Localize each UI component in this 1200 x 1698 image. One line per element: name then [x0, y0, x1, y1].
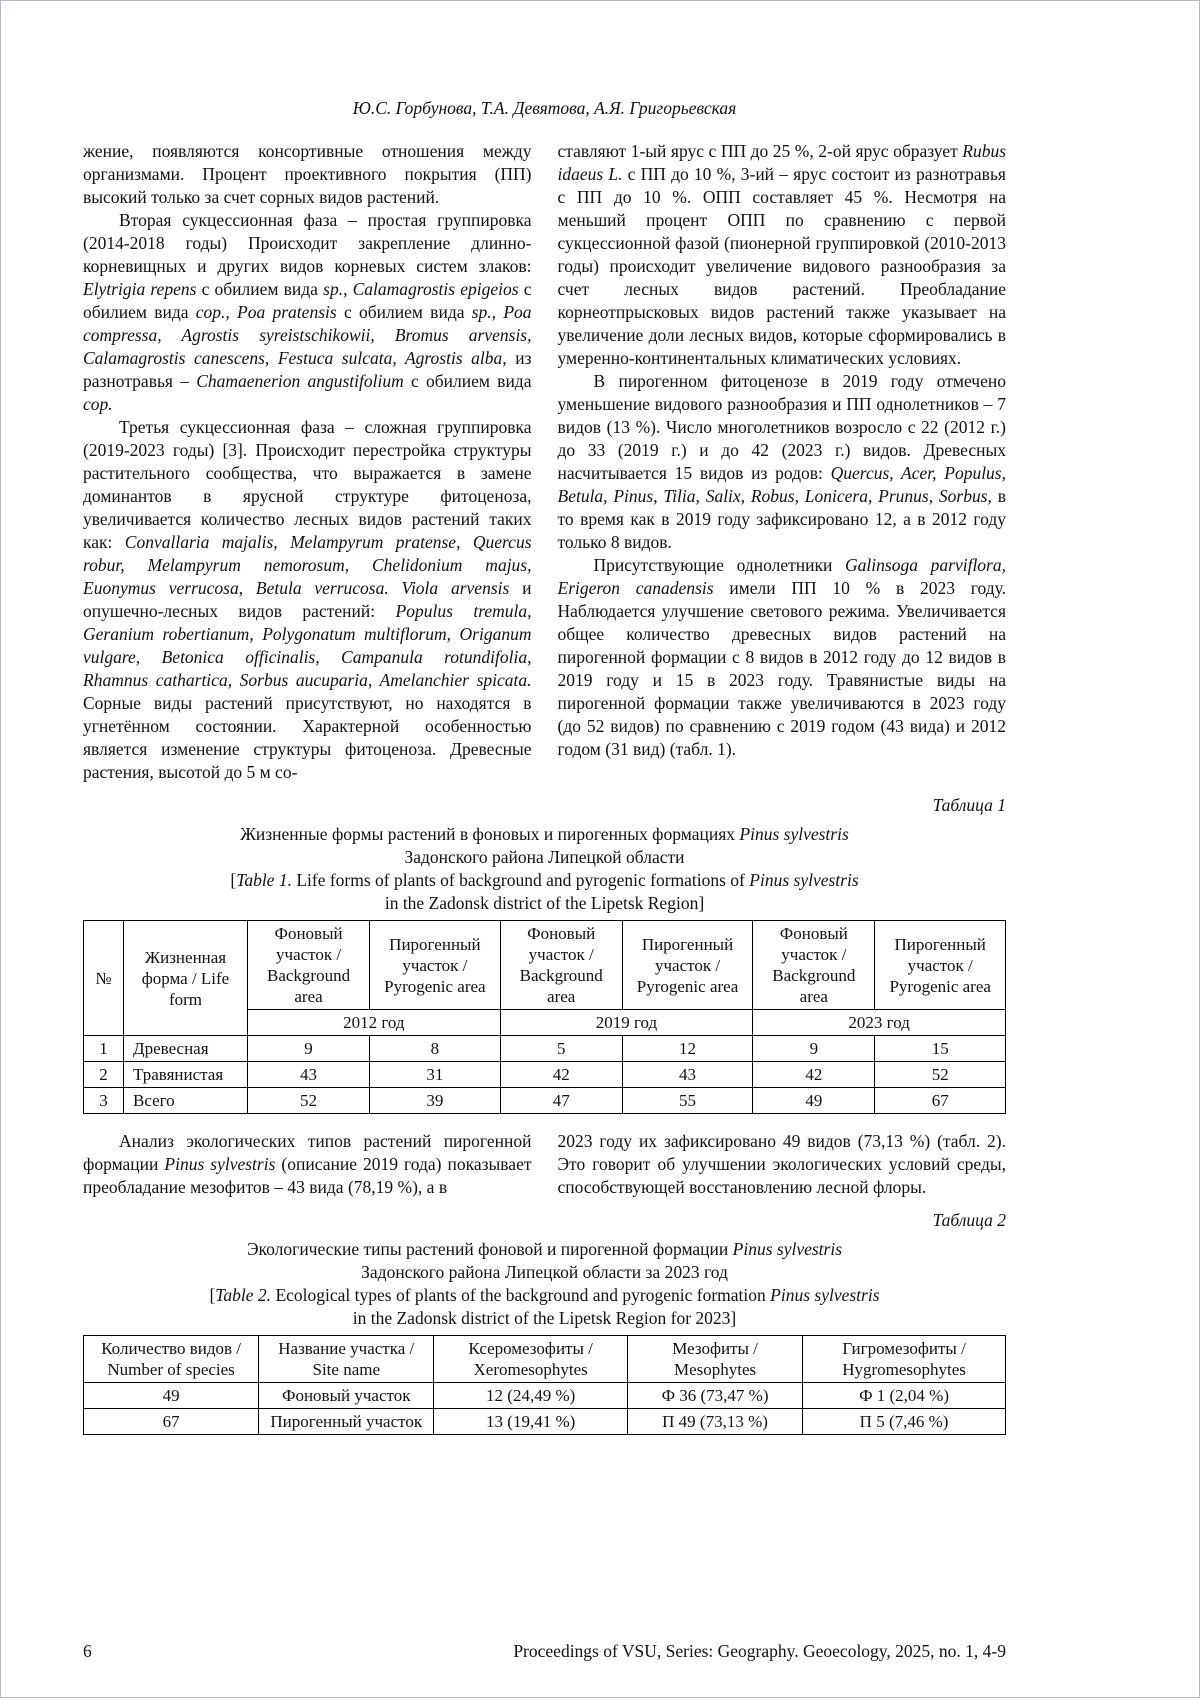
table1-caption [83, 823, 1006, 915]
text-run: Вторая сукцессионная фаза – простая группировка (2014-2018 годы) Происходит закрепление длинно-корневищных и других видов корневых систем злаков: [83, 210, 532, 276]
table2 [83, 1335, 1006, 1435]
table1-cell: 52 [248, 1088, 370, 1114]
table1-row-3 [84, 1088, 1006, 1114]
table1-header-area-6: Пирогенный участок / Pyrogenic area [875, 921, 1006, 1010]
table1-cell: 2 [84, 1062, 124, 1088]
table1-caption-line-3 [83, 869, 1006, 892]
text-run: Третья сукцессионная фаза – сложная группировка (2019-2023 годы) [3]. Происходит перестройка структуры растительного сообщества, что выражается в замене доминантов в ярусной структуре фитоценоза, увеличивается количество лесных видов растений таких как: [83, 417, 532, 552]
table2-cell: Фоновый участок [259, 1383, 434, 1409]
table1-header-area-1: Фоновый участок / Background area [248, 921, 370, 1010]
table1-header-area-4: Пирогенный участок / Pyrogenic area [622, 921, 753, 1010]
text-run: из разнотравья – [83, 348, 532, 391]
table2-cell: Ф 36 (73,47 %) [627, 1383, 802, 1409]
table2-row-2 [84, 1409, 1006, 1435]
text-run: в то время как в 2019 году зафиксировано 12, а в 2012 году только 8 видов. [557, 486, 1006, 552]
table1-cell: Древесная [124, 1036, 248, 1062]
italic-text-run: Rubus idaeus L. [557, 141, 1006, 184]
table1-cell: 31 [370, 1062, 501, 1088]
table1-header-row-areas [84, 921, 1006, 1010]
authors-line: Ю.С. Горбунова, Т.А. Девятова, А.Я. Григорьевская [352, 98, 737, 118]
table2-caption [83, 1238, 1006, 1330]
after-table1-left-column [83, 1130, 532, 1199]
table2-header-xeromesophytes: Ксеромезофиты / Xeromesophytes [434, 1336, 628, 1383]
table2-header-hygromesophytes: Гигромезофиты / Hygromesophytes [803, 1336, 1006, 1383]
table1-header-area-3: Фоновый участок / Background area [500, 921, 622, 1010]
table1-caption-line-1 [83, 823, 1006, 846]
table1-cell: Всего [124, 1088, 248, 1114]
italic-text-run: Pinus sylvestris [164, 1154, 276, 1174]
table2-header-row [84, 1336, 1006, 1383]
table1-cell: 12 [622, 1036, 753, 1062]
table2-header-mesophytes: Мезофиты / Mesophytes [627, 1336, 802, 1383]
text-run: В пирогенном фитоценозе в 2019 году отмечено уменьшение видового разнообразия и ПП однолетников – 7 видов (13 %). Число многолетников возросло с 22 (2012 г.) до 33 (2019 г.) и до 42 (2023 г.) видов. Древесных насчитывается 15 видов из родов: [557, 371, 1006, 483]
paragraph [558, 370, 1007, 554]
italic-text-run: Pinus sylvestris [739, 824, 849, 844]
table1-header-area-5: Фоновый участок / Background area [753, 921, 875, 1010]
table1-row-1 [84, 1036, 1006, 1062]
paragraph [83, 1130, 532, 1199]
table1-cell: 8 [370, 1036, 501, 1062]
text-run: Анализ экологических типов растений пирогенной формации [83, 1131, 532, 1174]
table1-row-2 [84, 1062, 1006, 1088]
table2-header-species-count: Количество видов / Number of species [84, 1336, 259, 1383]
italic-text-run: Chamaenerion angustifolium [196, 371, 404, 391]
text-run: ставляют 1-ый ярус с ПП до 25 %, 2-ой ярус образует [557, 141, 963, 161]
table1-caption-line-4 [83, 892, 1006, 915]
text-run: с обилием вида [403, 371, 532, 391]
table1-header-year-2019: 2019 год [500, 1010, 753, 1036]
table1-cell: 3 [84, 1088, 124, 1114]
italic-text-run: cop., Poa pratensis [195, 302, 337, 322]
table1-header-year-2023: 2023 год [753, 1010, 1006, 1036]
paragraph [83, 209, 532, 416]
text-run: Задонского района Липецкой области за 2023 год [361, 1262, 728, 1282]
table1-cell: 43 [248, 1062, 370, 1088]
table1-cell: 42 [500, 1062, 622, 1088]
paragraph [83, 416, 532, 784]
table2-cell: 13 (19,41 %) [434, 1409, 628, 1435]
table1-header-year-2012: 2012 год [248, 1010, 501, 1036]
table1-cell: 9 [753, 1036, 875, 1062]
table2-caption-line-3 [83, 1284, 1006, 1307]
table2-caption-line-2 [83, 1261, 1006, 1284]
table1-cell: 55 [622, 1088, 753, 1114]
table1-cell: 39 [370, 1088, 501, 1114]
table1-cell: 15 [875, 1036, 1006, 1062]
italic-text-run: Quercus, Acer, Populus, Betula, Pinus, Tilia, Salix, Robus, Lonicera, Prunus, Sorbus, [557, 463, 1006, 506]
italic-text-run: Convallaria majalis, Melampyrum pratense, Quercus robur, Melampyrum nemorosum, Chelidonium majus, Euonymus verrucosa, Betula verrucosa. Viola arvensis [83, 532, 532, 598]
text-run: жение, появляются консортивные отношения между организмами. Процент проективного покрытия (ПП) высокий только за счет сорных видов растений. [83, 141, 532, 207]
text-run: 2023 году их зафиксировано 49 видов (73,13 %) (табл. 2). Это говорит об улучшении экологических условий среды, способствующей восстановлению лесной флоры. [557, 1131, 1006, 1197]
after-table1-right-column [558, 1130, 1007, 1199]
table1-cell: 49 [753, 1088, 875, 1114]
table2-cell: Пирогенный участок [259, 1409, 434, 1435]
table1-cell: 47 [500, 1088, 622, 1114]
text-run: Экологические типы растений фоновой и пирогенной формации [246, 1239, 733, 1259]
text-run: in the Zadonsk district of the Lipetsk Region for 2023] [352, 1308, 737, 1328]
page-number: 6 [83, 1641, 92, 1661]
italic-text-run: Table 1. [236, 870, 292, 890]
after-table1-columns [83, 1130, 1006, 1199]
text-run: [ [230, 870, 237, 890]
italic-text-run: Galinsoga parviflora, Erigeron canadensis [557, 555, 1006, 598]
right-column [558, 140, 1007, 784]
table1-cell: 67 [875, 1088, 1006, 1114]
left-column [83, 140, 532, 784]
table1-header-num: № [84, 921, 124, 1036]
paragraph [558, 140, 1007, 370]
text-run: [ [209, 1285, 216, 1305]
italic-text-run: Pinus sylvestris [749, 870, 859, 890]
table1-cell: 52 [875, 1062, 1006, 1088]
italic-text-run: Elytrigia repens [83, 279, 197, 299]
table2-row-1 [84, 1383, 1006, 1409]
text-run: с ПП до 10 %, 3-ий – ярус состоит из разнотравья с ПП до 10 %. ОПП составляет 45 %. Несмотря на меньший процент ОПП по сравнению с первой сукцессионной фазой (пионерной группировкой (2010-2013 годы) происходит увеличение видового разнообразия за счет лесных видов растений. Преобладание корнеотпрысковых видов растений также указывает на увеличение доли лесных видов, которые сформировались в умеренно-континентальных климатических условиях. [557, 164, 1006, 368]
text-run: и опушечно-лесных видов растений: [83, 578, 532, 621]
journal-line: Proceedings of VSU, Series: Geography. Geoecology, 2025, no. 1, 4-9 [513, 1641, 1006, 1661]
table1-header-area-2: Пирогенный участок / Pyrogenic area [370, 921, 501, 1010]
text-run: Ecological types of plants of the background and pyrogenic formation [271, 1285, 771, 1305]
italic-text-run: Pinus sylvestris [732, 1239, 843, 1259]
text-run: Сорные виды растений присутствуют, но находятся в угнетённом состоянии. Характерной особенностью является изменение структуры фитоценоза. Древесные растения, высотой до 5 м со- [83, 693, 532, 782]
text-run: Жизненные формы растений в фоновых и пирогенных формациях [240, 824, 740, 844]
table2-caption-line-1 [83, 1238, 1006, 1261]
text-run: с обилием вида [336, 302, 472, 322]
page-footer [83, 1640, 1006, 1663]
table2-cell: П 49 (73,13 %) [627, 1409, 802, 1435]
italic-text-run: Populus tremula, Geranium robertianum, Polygonatum multiflorum, Origanum vulgare, Betonica officinalis, Campanula rotundifolia, Rhamnus cathartica, Sorbus aucuparia, Amelanchier spicata. [83, 601, 532, 690]
text-run: Присутствующие однолетники [593, 555, 846, 575]
table1-cell: 9 [248, 1036, 370, 1062]
table1-cell: Травянистая [124, 1062, 248, 1088]
text-run: Задонского района Липецкой области [404, 847, 685, 867]
italic-text-run: Table 2. [215, 1285, 272, 1305]
table1-label: Таблица 1 [932, 795, 1006, 815]
table1-cell: 43 [622, 1062, 753, 1088]
table1-cell: 42 [753, 1062, 875, 1088]
italic-text-run: sp., Calamagrostis epigeios [323, 279, 519, 299]
text-run: (описание 2019 года) показывает преобладание мезофитов – 43 вида (78,19 %), а в [83, 1154, 532, 1197]
italic-text-run: sp., Poa compressa, Agrostis syreistschikowii, Bromus arvensis, Calamagrostis canescens, Festuca sulcata, Agrostis alba, [83, 302, 532, 368]
table1-header-lifeform: Жизненная форма / Life form [124, 921, 248, 1036]
table2-header-site-name: Название участка / Site name [259, 1336, 434, 1383]
table1-caption-line-2 [83, 846, 1006, 869]
text-run: имели ПП 10 % в 2023 году. Наблюдается улучшение светового режима. Увеличивается общее количество древесных видов растений на пирогенной формации с 8 видов в 2012 году до 12 видов в 2019 году и 15 в 2023 году. Травянистые виды на пирогенной формации также увеличиваются в 2023 году (до 52 видов) по сравнению с 2019 годом (43 вида) и 2012 годом (31 вид) (табл. 1). [557, 578, 1006, 759]
italic-text-run: Pinus sylvestris [770, 1285, 880, 1305]
text-run: in the Zadonsk district of the Lipetsk Region] [384, 893, 705, 913]
table1-cell: 5 [500, 1036, 622, 1062]
table2-label: Таблица 2 [932, 1210, 1006, 1230]
table2-cell: 67 [84, 1409, 259, 1435]
table2-cell: П 5 (7,46 %) [803, 1409, 1006, 1435]
table2-cell: 49 [84, 1383, 259, 1409]
body-columns [83, 140, 1006, 784]
table2-cell: Ф 1 (2,04 %) [803, 1383, 1006, 1409]
paragraph [83, 140, 532, 209]
table1 [83, 920, 1006, 1114]
italic-text-run: cop. [83, 394, 113, 414]
table2-cell: 12 (24,49 %) [434, 1383, 628, 1409]
text-run: Life forms of plants of background and pyrogenic formations of [291, 870, 750, 890]
paragraph [558, 1130, 1007, 1199]
table2-caption-line-4 [83, 1307, 1006, 1330]
text-run: с обилием вида [196, 279, 324, 299]
text-run: с обилием вида [83, 279, 532, 322]
paragraph [558, 554, 1007, 761]
table1-cell: 1 [84, 1036, 124, 1062]
